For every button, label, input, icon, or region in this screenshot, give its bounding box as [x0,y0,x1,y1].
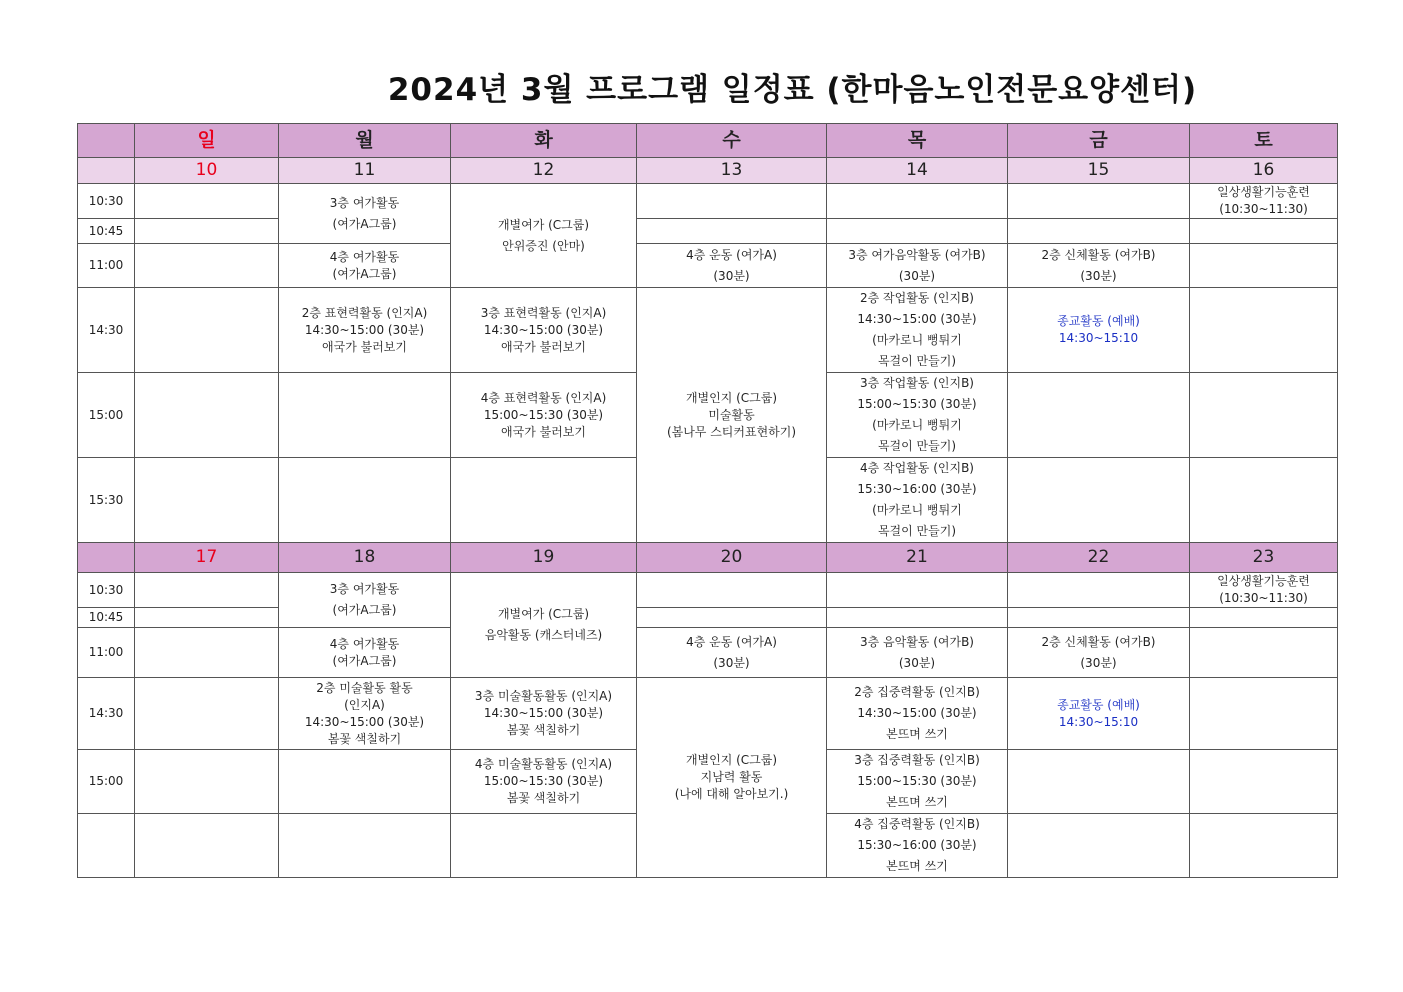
day-thu: 목 [827,124,1008,158]
day-mon: 월 [279,124,451,158]
day-tue: 화 [451,124,637,158]
date-cell: 22 [1008,543,1190,573]
schedule-event: 4층 집중력활동 (인지B) 15:30~16:00 (30분) 본뜨며 쓰기 [827,814,1008,878]
week1-row-1100 [78,244,1338,288]
time-label: 14:30 [78,678,135,750]
schedule-event: 3층 작업활동 (인지B) 15:00~15:30 (30분) (마카로니 뻥튀기 목걸이 만들기) [827,373,1008,458]
schedule-event: 4층 운동 (여가A) (30분) [637,244,827,288]
schedule-event: 4층 표현력활동 (인지A) 15:00~15:30 (30분) 애국가 불러보기 [451,373,637,458]
week2-row-1030 [78,573,1338,608]
time-label: 10:45 [78,219,135,244]
week2-row-1430 [78,678,1338,750]
time-label: 10:30 [78,573,135,608]
schedule-event: 개별여가 (C그룹) 안위증진 (안마) [451,184,637,288]
schedule-event: 2층 신체활동 (여가B) (30분) [1008,628,1190,678]
schedule-event: 종교활동 (예배) 14:30~15:10 [1008,288,1190,373]
schedule-event: 개별인지 (C그룹) 지남력 활동 (나에 대해 알아보기.) [637,678,827,878]
schedule-event: 3층 집중력활동 (인지B) 15:00~15:30 (30분) 본뜨며 쓰기 [827,750,1008,814]
day-sat: 토 [1190,124,1338,158]
schedule-event: 2층 미술활동 활동 (인지A) 14:30~15:00 (30분) 봄꽃 색칠하기 [279,678,451,750]
schedule-event: 종교활동 (예배) 14:30~15:10 [1008,678,1190,750]
schedule-table [77,123,1338,878]
week1-row-1045 [78,219,1338,244]
schedule-event: 2층 표현력활동 (인지A) 14:30~15:00 (30분) 애국가 불러보기 [279,288,451,373]
page-title: 2024년 3월 프로그램 일정표 (한마음노인전문요양센터) [387,72,1198,108]
schedule-event: 3층 표현력활동 (인지A) 14:30~15:00 (30분) 애국가 불러보기 [451,288,637,373]
time-label: 11:00 [78,244,135,288]
schedule-event: 2층 신체활동 (여가B) (30분) [1008,244,1190,288]
time-label: 15:30 [78,458,135,543]
week1-row-1430 [78,288,1338,373]
date-cell: 23 [1190,543,1338,573]
date-cell: 10 [135,158,279,184]
schedule-event: 2층 집중력활동 (인지B) 14:30~15:00 (30분) 본뜨며 쓰기 [827,678,1008,750]
schedule-event: 4층 여가활동 (여가A그룹) [279,628,451,678]
schedule-event: 4층 여가활동 (여가A그룹) [279,244,451,288]
date-cell: 11 [279,158,451,184]
date-cell: 16 [1190,158,1338,184]
date-cell: 18 [279,543,451,573]
schedule-event: 3층 미술활동활동 (인지A) 14:30~15:00 (30분) 봄꽃 색칠하기 [451,678,637,750]
day-sun: 일 [135,124,279,158]
date-cell: 17 [135,543,279,573]
time-label: 10:30 [78,184,135,219]
schedule-event: 4층 미술활동활동 (인지A) 15:00~15:30 (30분) 봄꽃 색칠하기 [451,750,637,814]
schedule-event: 일상생활기능훈련 (10:30~11:30) [1190,573,1338,608]
time-label: 11:00 [78,628,135,678]
day-fri: 금 [1008,124,1190,158]
schedule-event: 3층 음악활동 (여가B) (30분) [827,628,1008,678]
time-label: 10:45 [78,608,135,628]
date-cell: 20 [637,543,827,573]
time-label: 14:30 [78,288,135,373]
date-cell: 13 [637,158,827,184]
week2-row-1045 [78,608,1338,628]
week2-date-row [78,543,1338,573]
schedule-event: 4층 운동 (여가A) (30분) [637,628,827,678]
week1-date-row [78,158,1338,184]
date-cell: 14 [827,158,1008,184]
schedule-event: 2층 작업활동 (인지B) 14:30~15:00 (30분) (마카로니 뻥튀기 목걸이 만들기) [827,288,1008,373]
time-label: 15:00 [78,750,135,814]
week1-row-1030 [78,184,1338,219]
schedule-event: 3층 여가음악활동 (여가B) (30분) [827,244,1008,288]
schedule-event: 개별인지 (C그룹) 미술활동 (봄나무 스티커표현하기) [637,288,827,543]
schedule-event: 4층 작업활동 (인지B) 15:30~16:00 (30분) (마카로니 뻥튀기 목걸이 만들기) [827,458,1008,543]
schedule-event: 3층 여가활동 (여가A그룹) [279,573,451,628]
schedule-event: 일상생활기능훈련 (10:30~11:30) [1190,184,1338,219]
date-cell: 15 [1008,158,1190,184]
schedule-event: 개별여가 (C그룹) 음악활동 (캐스터네즈) [451,573,637,678]
schedule-event: 3층 여가활동 (여가A그룹) [279,184,451,244]
time-label: 15:00 [78,373,135,458]
day-wed: 수 [637,124,827,158]
week2-row-1100 [78,628,1338,678]
date-cell: 12 [451,158,637,184]
date-cell: 21 [827,543,1008,573]
day-header-row [78,124,1338,158]
corner-cell [78,124,135,158]
date-cell: 19 [451,543,637,573]
